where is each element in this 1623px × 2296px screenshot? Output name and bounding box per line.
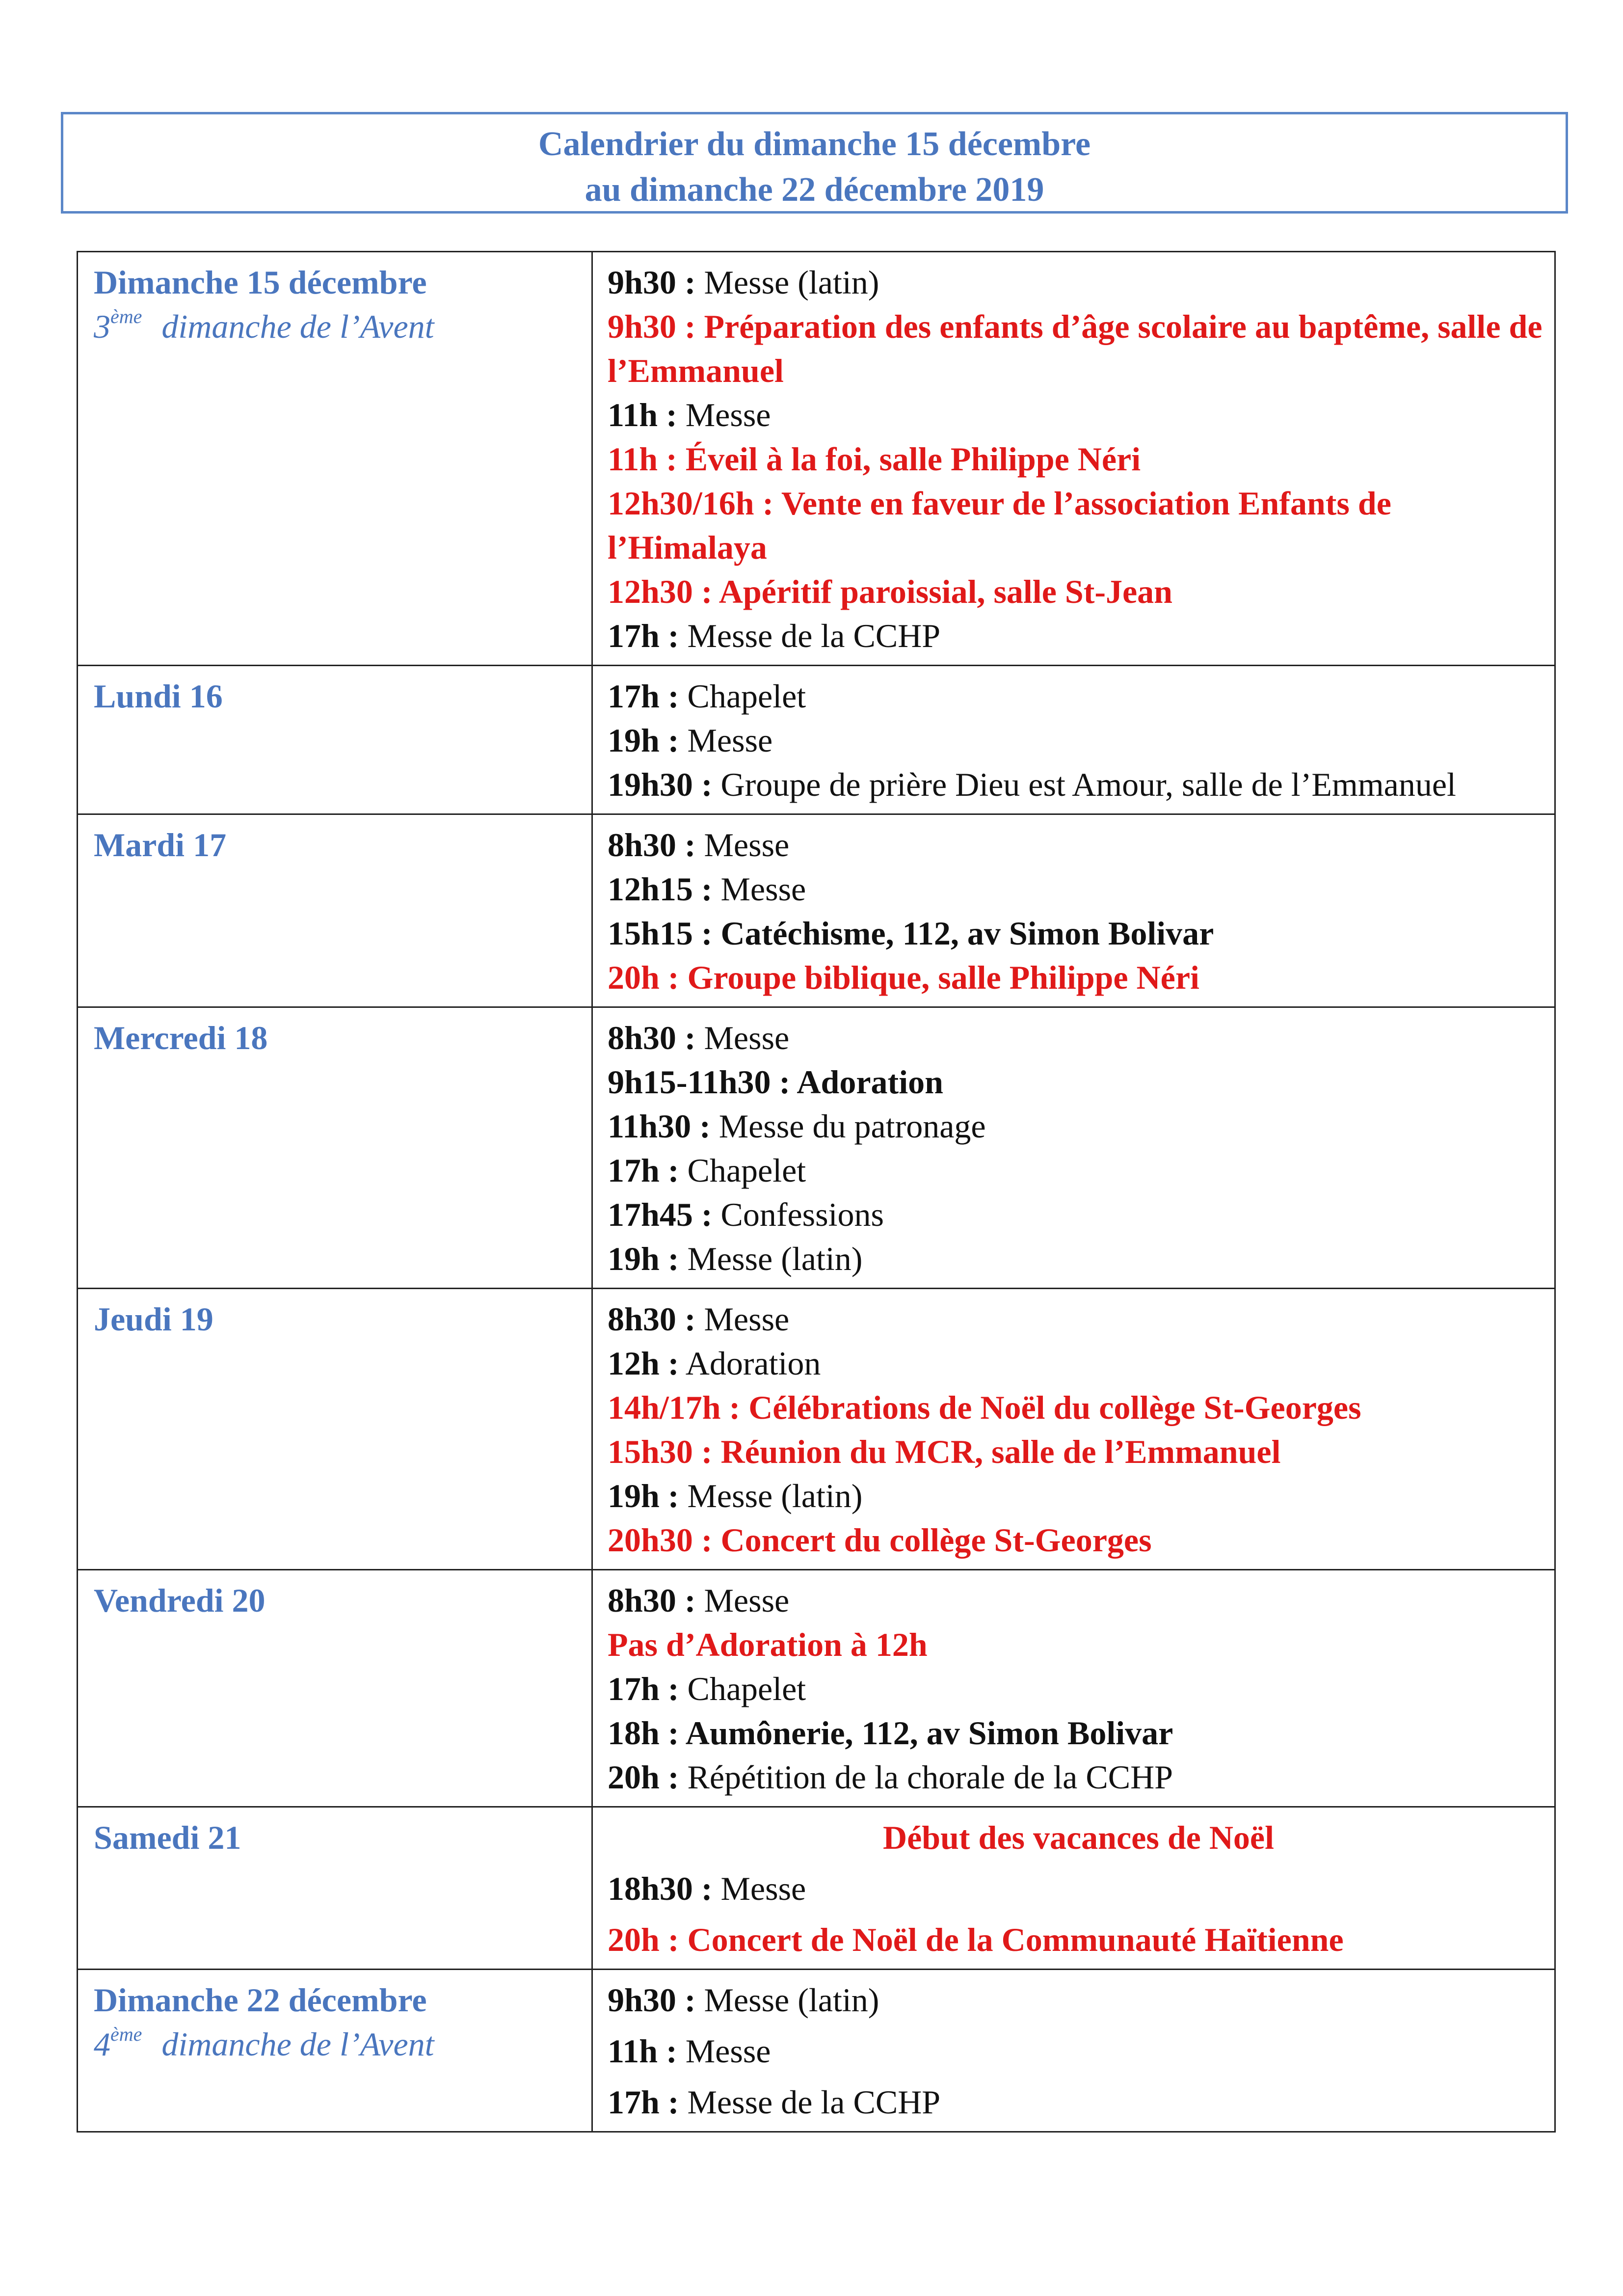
event-text: Répétition de la chorale de la CCHP: [679, 1758, 1173, 1796]
event-line: [608, 1237, 1549, 1281]
event-time: 19h30 :: [608, 766, 713, 803]
event-text: Aumônerie, 112, av Simon Bolivar: [679, 1714, 1173, 1752]
event-line: [608, 762, 1549, 807]
calendar-title-box: [61, 112, 1568, 214]
event-line: [608, 1104, 1549, 1148]
events-cell: [592, 1007, 1555, 1289]
event-text: Groupe biblique, salle Philippe Néri: [679, 959, 1199, 996]
event-time: 14h/17h :: [608, 1389, 741, 1426]
event-line: [608, 1297, 1549, 1341]
day-row: [78, 1007, 1555, 1289]
day-name: Vendredi 20: [94, 1582, 266, 1619]
schedule-table: [77, 251, 1556, 2133]
event-text: Célébrations de Noël du collège St-Georges: [740, 1389, 1361, 1426]
event-text: Début des vacances de Noël: [882, 1819, 1275, 1856]
event-text: Messe (latin): [679, 1240, 863, 1277]
day-name: Mardi 17: [94, 826, 227, 864]
day-name: Dimanche 22 décembre: [94, 1981, 427, 2019]
title-line-1: Calendrier du dimanche 15 décembre: [538, 125, 1091, 163]
day-subtitle-text: dimanche de l’Avent: [161, 308, 434, 345]
event-text: Messe du patronage: [710, 1107, 986, 1145]
events-cell: [592, 1807, 1555, 1970]
event-line: [608, 911, 1549, 955]
event-line: [608, 2029, 1549, 2073]
event-time: 11h30 :: [608, 1107, 711, 1145]
event-time: 20h30 :: [608, 1521, 713, 1559]
event-text: Messe: [712, 870, 806, 908]
event-time: 17h :: [608, 617, 679, 654]
day-subtitle-ordinal: 4: [94, 2026, 110, 2063]
day-subtitle: [94, 304, 586, 349]
event-text: Chapelet: [679, 677, 806, 715]
event-time: 20h :: [608, 1758, 679, 1796]
day-subtitle-suffix: ème: [110, 305, 142, 328]
event-text: Messe: [677, 396, 771, 433]
event-time: 20h :: [608, 1921, 679, 1958]
event-time: 15h30 :: [608, 1433, 713, 1470]
events-cell: [592, 814, 1555, 1007]
event-text: Vente en faveur de l’association Enfants de l’Himalaya: [608, 485, 1391, 566]
day-row: [78, 814, 1555, 1007]
event-line: [608, 437, 1549, 481]
day-row: [78, 1570, 1555, 1807]
event-line: [608, 1430, 1549, 1474]
event-text: Messe (latin): [679, 1477, 863, 1514]
event-time: 17h :: [608, 677, 679, 715]
day-cell: [78, 1007, 592, 1289]
event-line: [608, 823, 1549, 867]
event-line: [608, 1474, 1549, 1518]
event-time: 19h :: [608, 722, 679, 759]
day-cell: [78, 1807, 592, 1970]
event-line: [608, 1016, 1549, 1060]
day-row: [78, 252, 1555, 666]
event-line: [608, 1385, 1549, 1430]
event-text: Adoration: [679, 1345, 821, 1382]
event-time: 17h :: [608, 1670, 679, 1707]
event-line: [608, 1622, 1549, 1667]
event-time: 9h30 :: [608, 1981, 696, 2019]
event-time: 18h30 :: [608, 1870, 713, 1907]
event-text: Chapelet: [679, 1152, 806, 1189]
event-text: Messe: [695, 826, 790, 864]
event-text: Adoration: [790, 1063, 943, 1101]
event-time: 9h15-11h30 :: [608, 1063, 791, 1101]
schedule-table-body: [78, 252, 1555, 2132]
event-line: [608, 1755, 1549, 1799]
event-text: Messe de la CCHP: [679, 2083, 941, 2121]
event-line: [608, 1918, 1549, 1962]
event-time: 12h15 :: [608, 870, 713, 908]
event-text: Catéchisme, 112, av Simon Bolivar: [712, 915, 1214, 952]
event-time: 11h :: [608, 2032, 677, 2070]
day-cell: [78, 1970, 592, 2132]
event-line: [608, 569, 1549, 614]
day-cell: [78, 1570, 592, 1807]
event-line: [608, 481, 1549, 569]
event-time: 17h45 :: [608, 1196, 713, 1233]
event-line: [608, 1978, 1549, 2022]
event-line: [608, 1815, 1549, 1860]
event-text: Messe de la CCHP: [679, 617, 941, 654]
event-line: [608, 1667, 1549, 1711]
day-row: [78, 1289, 1555, 1570]
event-time: 19h :: [608, 1240, 679, 1277]
event-line: [608, 674, 1549, 718]
event-line: [608, 260, 1549, 304]
event-line: [608, 304, 1549, 393]
event-line: [608, 955, 1549, 999]
event-time: 11h :: [608, 396, 677, 433]
day-subtitle-ordinal: 3: [94, 308, 110, 345]
day-name: Mercredi 18: [94, 1019, 268, 1056]
event-time: 11h :: [608, 440, 677, 478]
event-time: 8h30 :: [608, 1300, 696, 1338]
event-time: 12h30 :: [608, 573, 713, 610]
event-text: Concert du collège St-Georges: [712, 1521, 1152, 1559]
event-time: 8h30 :: [608, 826, 696, 864]
event-line: [608, 1060, 1549, 1104]
day-name: Lundi 16: [94, 677, 223, 715]
event-text: Messe: [695, 1582, 790, 1619]
day-row: [78, 1970, 1555, 2132]
event-text: Éveil à la foi, salle Philippe Néri: [677, 440, 1141, 478]
event-line: [608, 1578, 1549, 1622]
event-line: [608, 718, 1549, 762]
event-time: 17h :: [608, 1152, 679, 1189]
event-text: Messe: [695, 1019, 790, 1056]
event-line: [608, 1192, 1549, 1237]
day-subtitle-suffix: ème: [110, 2023, 142, 2046]
events-cell: [592, 1570, 1555, 1807]
title-line-2: au dimanche 22 décembre 2019: [585, 171, 1044, 209]
event-text: Pas d’Adoration à 12h: [608, 1626, 928, 1663]
event-time: 15h15 :: [608, 915, 713, 952]
event-line: [608, 1866, 1549, 1911]
events-cell: [592, 1289, 1555, 1570]
event-line: [608, 393, 1549, 437]
day-name: Dimanche 15 décembre: [94, 264, 427, 301]
event-time: 12h30/16h :: [608, 485, 774, 522]
event-time: 9h30 :: [608, 308, 696, 345]
event-time: 9h30 :: [608, 264, 696, 301]
day-name: Jeudi 19: [94, 1300, 213, 1338]
event-line: [608, 2080, 1549, 2124]
event-text: Réunion du MCR, salle de l’Emmanuel: [712, 1433, 1281, 1470]
event-time: 19h :: [608, 1477, 679, 1514]
event-time: 12h :: [608, 1345, 679, 1382]
event-text: Messe: [695, 1300, 790, 1338]
event-text: Groupe de prière Dieu est Amour, salle de l’Emmanuel: [712, 766, 1456, 803]
event-text: Messe (latin): [695, 1981, 879, 2019]
day-subtitle: [94, 2022, 586, 2066]
day-cell: [78, 252, 592, 666]
event-text: Messe: [679, 722, 773, 759]
day-subtitle-text: dimanche de l’Avent: [161, 2026, 434, 2063]
event-text: Chapelet: [679, 1670, 806, 1707]
event-text: Confessions: [712, 1196, 884, 1233]
event-line: [608, 1518, 1549, 1562]
event-line: [608, 614, 1549, 658]
day-cell: [78, 666, 592, 814]
event-text: Messe: [712, 1870, 806, 1907]
event-time: 8h30 :: [608, 1019, 696, 1056]
event-text: Concert de Noël de la Communauté Haïtienne: [679, 1921, 1344, 1958]
event-time: 20h :: [608, 959, 679, 996]
day-cell: [78, 814, 592, 1007]
day-name: Samedi 21: [94, 1819, 241, 1856]
events-cell: [592, 666, 1555, 814]
event-text: Messe: [677, 2032, 771, 2070]
event-time: 8h30 :: [608, 1582, 696, 1619]
event-text: Messe (latin): [695, 264, 879, 301]
event-line: [608, 1711, 1549, 1755]
events-cell: [592, 252, 1555, 666]
event-line: [608, 1148, 1549, 1192]
day-row: [78, 1807, 1555, 1970]
event-text: Apéritif paroissial, salle St-Jean: [712, 573, 1172, 610]
event-time: 18h :: [608, 1714, 679, 1752]
day-row: [78, 666, 1555, 814]
day-cell: [78, 1289, 592, 1570]
event-line: [608, 867, 1549, 911]
events-cell: [592, 1970, 1555, 2132]
event-line: [608, 1341, 1549, 1385]
event-text: Préparation des enfants d’âge scolaire au baptême, salle de l’Emmanuel: [608, 308, 1543, 389]
event-time: 17h :: [608, 2083, 679, 2121]
